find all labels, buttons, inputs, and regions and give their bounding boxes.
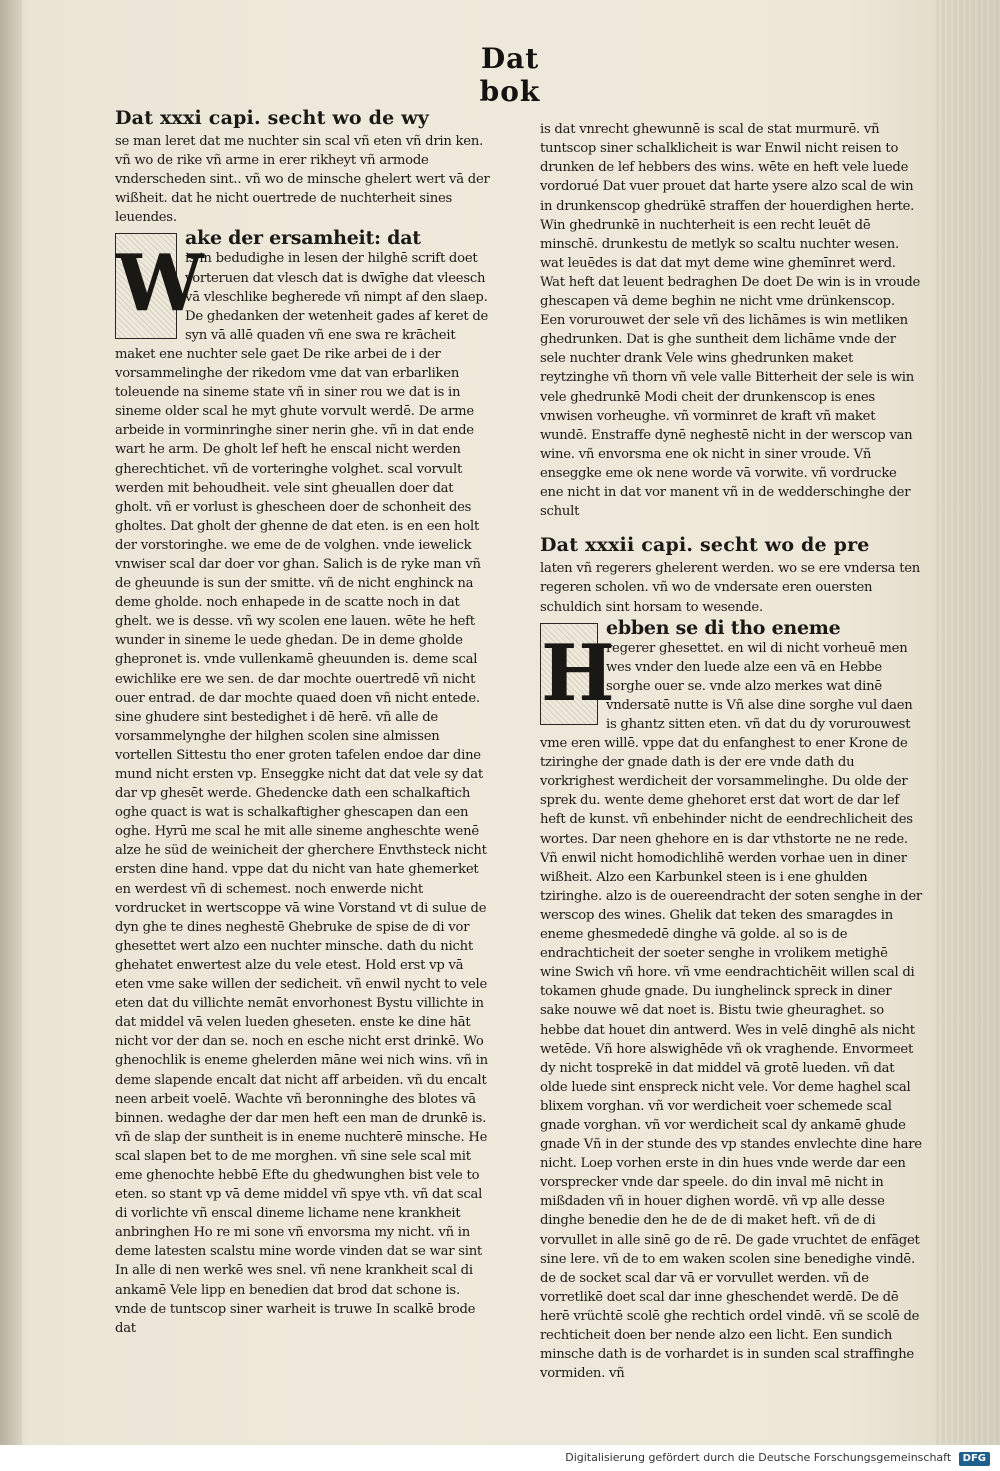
left-column [115, 107, 493, 1338]
chapter-32-body [540, 617, 922, 1384]
dfg-logo: DFG [959, 1452, 990, 1466]
chapter-32-opening-words: ebben se di tho eneme [606, 616, 841, 639]
chapter-31-opening-words: ake der ersamheit: dat [185, 227, 421, 250]
chapter-31-summary: se man leret dat me nuchter sin scal vñ eten vñ drin ken. vñ wo de rike vñ arme in erer rikheyt vñ armode vnderscheden sint.. vñ wo de minsche ghelert wert vā der wißheit. dat he nicht ouertrede de nuchterheit sines leuendes. [115, 134, 490, 226]
chapter-31-body [115, 227, 493, 1337]
decorated-initial-w: W [115, 233, 177, 339]
digitization-footer [0, 1445, 1000, 1471]
chapter-31-heading: Dat xxxi capi. secht wo de wy [115, 107, 429, 129]
right-column [540, 107, 922, 1383]
chapter-32-heading: Dat xxxii capi. secht wo de pre [540, 534, 870, 557]
footer-credit: Digitalisierung gefördert durch die Deutsche Forschungsgemeinschaft [565, 1451, 952, 1464]
chapter-32-text: regerer ghesettet. en wil di nicht vorheuē men wes vnder den luede alze een vā en Hebbe sorghe ouer se. vnde alzo merkes wat dinē vndersatē nutte is Vñ alse dine sorghe vul daen is ghantz sitten eten. vñ dat du dy vorurouwest vme eren willē. vppe dat du enfanghest to ener Krone de tziringhe der gnade dath is der ere vnde dath du vorkrighest werdicheit der vorsammelinghe. Du olde der sprek du. wente deme ghehoret erst dat wort de dar lef heft de kunst. vñ enbehinder nicht de eendrechlicheit des wortes. Dar neen ghehore en is dar vthstorte ne ne rede. Vñ enwil nicht homodichlihē werden vorhae uen in diner wißheit. Alzo een Karbunkel steen is i ene ghulden tziringhe. alzo is de ouereendracht der soten senghe in der werscop des wines. Ghelik dat teken des smaragdes in eneme ghesmededē dinghe vā golde. al so is de endrachticheit der soeter senghe in vrolikem metighē wine Swich vñ hore. vñ vme eendrachtichēit willen scal di tokamen ghude gnade. Du iunghelinck spreck in diner sake nouwe wē dat noet is. Bistu twie gheuraghet. so hebbe dat houet din antwerd. Wes in velē dinghē als nicht wetēde. Vñ hore alswighēde vñ ok vraghende. Envormeet dy nicht tosprekē in dat middel vā grotē lueden. vñ dat olde luede sint enspreck nicht vele. Vor deme haghel scal blixem vorghan. vñ vor werdicheit voer schemede scal gnade vorghan. vñ vor werdicheit scal dy ankamē ghude gnade Vñ in der stunde des vp standes envlechte dine hare nicht. Loep vorhen erste in din hues vnde werde dar een vorsprecker vnde dar speele. do din inval mē nicht in mißdaden vñ in houer dighen wordē. vñ vp alle desse dinghe benedie den he de de di maket heft. vñ de di vorvullet in alle sinē go de rē. De gade vruchtet de enfāget sine lere. vñ de to em waken scolen sine benedighe vindē. de de socket scal dar vā er vorvullet werden. vñ de vorretlikē doet scal dar inne gheschendet werdē. De dē herē vrüchtē scolē ghe rechtich ordel vindē. vñ se scolē de rechticheit doen ber nende alzo een licht. Een sundich minsche dath is de vorhardet is in sunden scal straffinghe vormiden. vñ [540, 640, 922, 1382]
chapter-32-summary: laten vñ regerers ghelerent werden. wo se ere vndersa ten regeren scholen. vñ wo de vndersate eren ouersten schuldich sint horsam to wesende. [540, 561, 921, 615]
page-binding-shadow [0, 0, 22, 1471]
chapter-31-continuation: is dat vnrecht ghewunnē is scal de stat murmurē. vñ tuntscop siner schalklicheit is war Enwil nicht reisen to drunken de lef hebbers des wins. wēte en heft vele luede vordorué Dat vuer prouet dat harte ysere alzo scal de win in drunkenscop ghedrükē straffen der houerdighen herte. Win ghedrunkē in nuchterheit is een recht leuēt dē minschē. drunkestu de metlyk so scaltu nuchter wesen. wat leuēdes is dat dat myt deme wine ghemīnret werd. Wat heft dat leuent bedraghen De doet De win is in vroude ghescapen vā deme beghin ne nicht vme drünkenscop. Een vorurouwet der sele vñ des lichāmes is win metliken ghedrunken. Dat is ghe suntheit dem lichāme vnde der sele nuchter drank Vele wins ghedrunken maket reytzinghe vñ thorn vñ vele valle Bitterheit der sele is win vele ghedrunkē Modi cheit der drunkenscop is enes vnwisen vorheughe. vñ vorminret de kraft vñ maket wundē. Enstraffe dynē neghestē nicht in der werscop van wine. vñ envorsma ene ok nicht in siner vroude. Vñ enseggke eme ok nene worde vā vorwite. vñ vordrucke ene nicht in dat vor manent vñ in de wedderschinghe der schult [540, 122, 921, 520]
chapter-31-text: is in bedudighe in lesen der hilghē scrift doet vorteruen dat vlesch dat is dwīghe dat vleesch vā vleschlike begherede vñ nimpt af den slaep. De ghedanken der wetenheit gades af keret de syn vā allē quaden vñ ene swa re krācheit maket ene nuchter sele gaet De rike arbei de i der vorsammelinghe der rikedom vme dat van erbarliken toleuende na sineme state vñ in siner rou we dat is in sineme older scal he myt ghute vorvult werdē. De arme arbeide in vorminringhe siner nerin ghe. vñ in dat ende wart he arm. De gholt lef heft he enscal nicht werden gherechtichet. vñ de vorteringhe volghet. scal vorvult werden mit behoudheit. vele sint gheuallen doer dat gholt. vñ er vorlust is ghescheen doer de schonheit des gholtes. Dat gholt der ghenne de dat eten. is en een holt der vorstoringhe. we eme de de volghen. vnde iewelick vnwiser scal dar doer vor ghan. Salich is de ryke man vñ de gheuunde is sun der smitte. vñ de nicht enghinck na deme gholde. noch enhapede in de scatte noch in dat ghelt. we is desse. vñ wy scolen ene lauen. wēte he heft wunder in sineme le uede ghedan. De in deme gholde ghepronet is. vnde vullenkamē gheuunden is. deme scal ewichlike ere we sen. de dar mochte ouertredē vñ nicht ouer entrad. de dar mochte quaed doen vñ nicht entede. sine ghudere sint bestedighet i dē herē. vñ alle de vorsammelynghe der hilghen scolen sine almissen vortellen Sittestu tho ener groten tafelen endoe dar dine mund nicht ersten vp. Enseggke nicht dat dat vele sy dat dar vp ghesēt werde. Ghedencke dath een schalkaftich oghe quact is wat is schalkaftigher ghescapen dan een oghe. Hyrū me scal he mit alle sineme angheschte wenē alze he süd de weinicheit der gherchere Envthsteck nicht ersten dine hand. vppe dat du nicht van hate ghemerket en werdest vñ di schemest. noch enwerde nicht vordrucket in wertscoppe vā wine Vorstand vt di sulue de dyn ghe te dines neghestē Ghebruke de spise de di vor ghesettet wert alzo een nuchter minsche. dath du nicht ghehatet enwertest alze du vele etest. Hold erst vp vā eten vme sake willen der sedicheit. vñ enwil nycht to vele eten dat du villichte nemāt envorhonest Bystu villichte in dat middel vā velen lueden gheseten. enste ke dine hāt nicht vor der dan se. noch en esche nicht erst drinkē. Wo ghenochlik is eneme ghelerden māne wei nich wins. vñ in deme slapende encalt dat nicht aff arbeiden. vñ du encalt neen arbeit voelē. Wachte vñ beronninghe des blotes vā binnen. wedaghe der dar men heft een man de drunkē is. vñ de slap der suntheit is in eneme nuchterē minsche. He scal slapen bet to de me morghen. vñ sine sele scal mit eme ghenochte hebbē Efte du ghedwunghen bist vele to eten. so stant vp vā deme middel vñ spye vth. vñ dat scal di vorlichte vñ enscal dineme lichame nene krankheit anbringhen Ho re mi sone vñ envorsma my nicht. vñ in deme latesten scalstu mine worde vinden dat se war sint In alle di nen werkē wes snel. vñ nene krankheit scal di ankamē Vele lipp en benedien dat brod dat schone is. vnde de tuntscop siner warheit is truwe In scalkē brode dat [115, 251, 489, 1336]
page-edge-stack [936, 0, 1000, 1471]
running-head: Dat bok [479, 42, 541, 108]
decorated-initial-h: H [540, 623, 598, 725]
